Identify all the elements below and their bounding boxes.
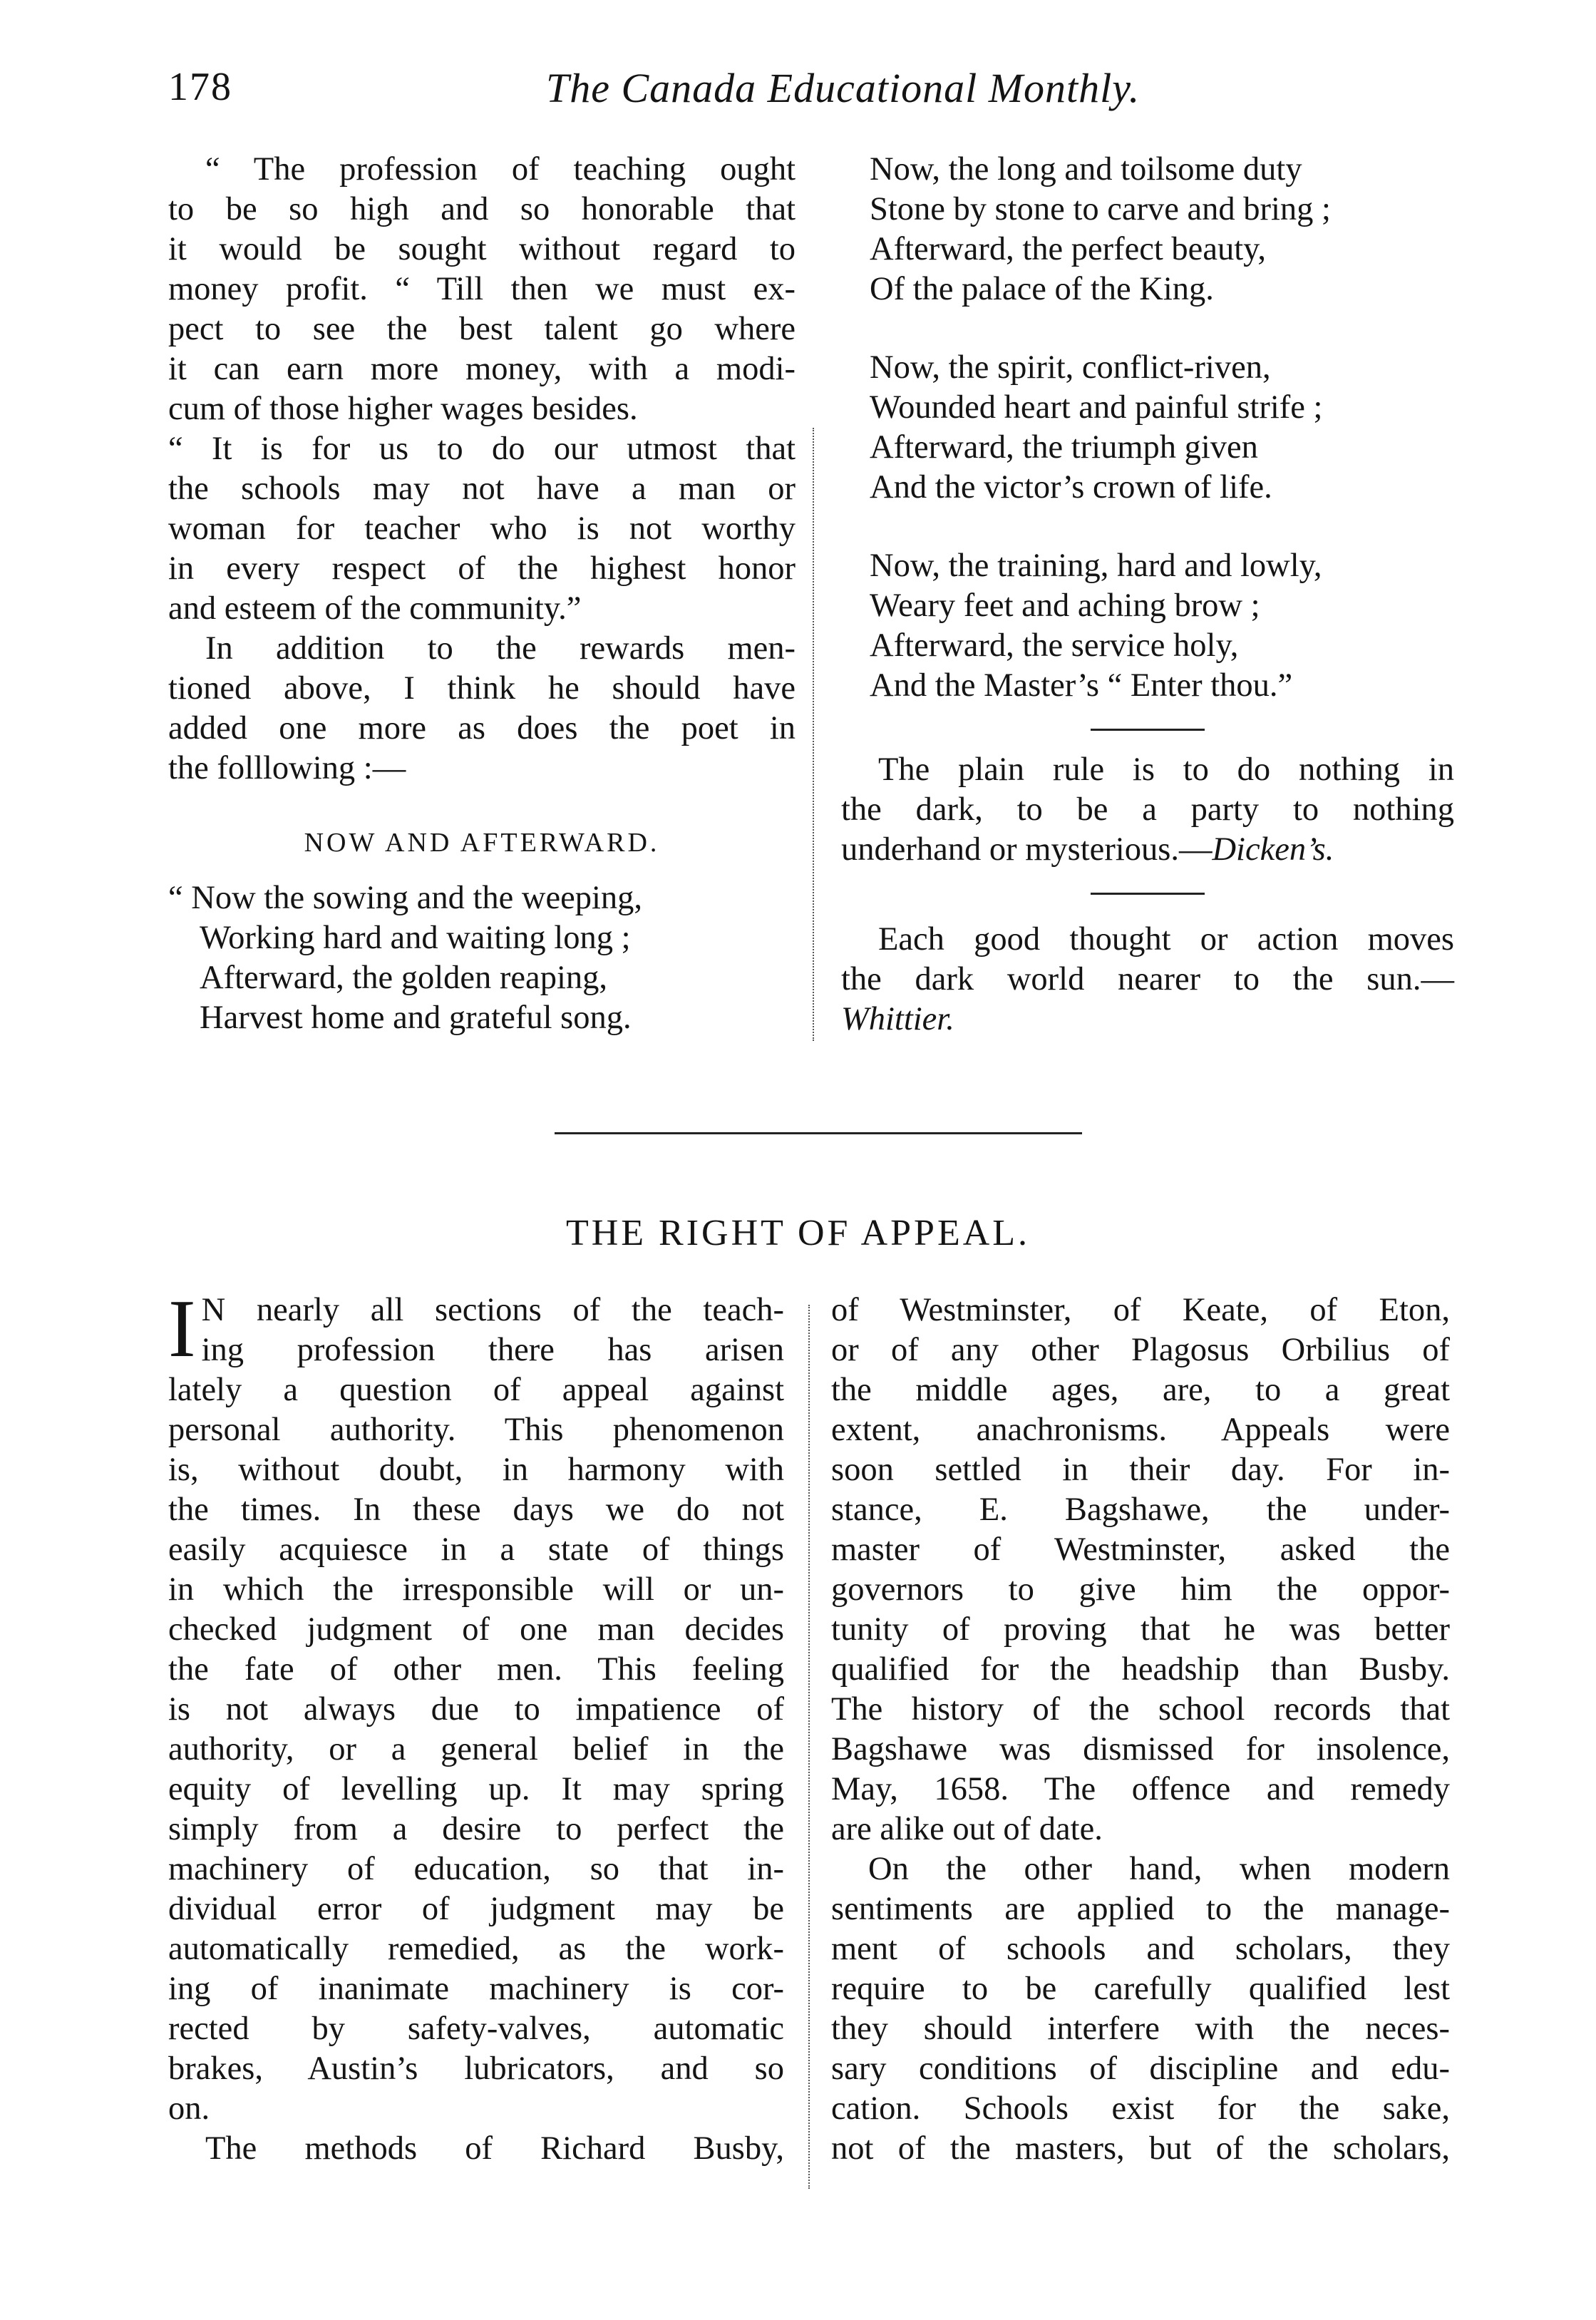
text-line: simply from a desire to perfect the [168,1811,784,1847]
text-line: the middle ages, are, to a great [831,1372,1450,1408]
running-head [168,64,1233,121]
text-line: not of the masters, but of the scholars, [831,2130,1450,2167]
text-line: the dark world nearer to the sun.— [841,961,1454,997]
text-line: they should interfere with the neces- [831,2011,1450,2047]
text-line: the schools may not have a man or [168,471,796,507]
text-line: is not always due to impatience of [168,1691,784,1728]
text-line: equity of levelling up. It may spring [168,1771,784,1807]
text-line: governors to give him the oppor- [831,1571,1450,1608]
text-line: The history of the school records that [831,1691,1450,1728]
text-line: Each good thought or action moves [878,921,1454,958]
text-line: of Westminster, of Keate, of Eton, [831,1292,1450,1328]
text-line: authority, or a general belief in the [168,1731,784,1767]
text-line: May, 1658. The offence and remedy [831,1771,1450,1807]
poem-line: Afterward, the golden reaping, [200,960,607,996]
short-rule [1091,729,1205,731]
text-line: cum of those higher wages besides. [168,391,638,427]
whittier-quote [841,920,1454,1040]
column-divider [813,428,814,1041]
text-line: dividual error of judgment may be [168,1891,784,1927]
text-line: In addition to the rewards men- [205,630,796,667]
text-line: the folllowing :— [168,750,406,786]
text-line: are alike out of date. [831,1811,1103,1847]
text-line: personal authority. This phenomenon [168,1412,784,1448]
poem-line: Stone by stone to carve and bring ; [870,191,1331,227]
text-line: money profit. “ Till then we must ex- [168,271,796,307]
article-title: THE RIGHT OF APPEAL. [565,1213,1031,1253]
text-line: to be so high and so honorable that [168,191,796,227]
article-left-column [168,1283,784,2169]
attribution: Whittier. [841,1001,954,1037]
journal-title: The Canada Educational Monthly. [546,65,1141,111]
text-line: ing profession there has arisen [201,1332,784,1368]
text-line: added one more as does the poet in [168,710,796,746]
text-line: The methods of Richard Busby, [205,2130,784,2167]
poem-stanza [870,546,1440,706]
text-line: “ It is for us to do our utmost that [168,431,796,467]
text-line: pect to see the best talent go where [168,311,796,347]
text-line: lately a question of appeal against [168,1372,784,1408]
text-line: “ The profession of teaching ought [205,151,796,188]
text-line: ment of schools and scholars, they [831,1931,1450,1967]
poem-line: Wounded heart and painful strife ; [870,389,1323,426]
upper-left-column [168,150,796,789]
text-line: qualified for the headship than Busby. [831,1651,1450,1688]
text-line: in which the irresponsible will or un- [168,1571,784,1608]
text-line: and esteem of the community.” [168,590,582,627]
short-rule [1091,893,1205,895]
poem-line: Working hard and waiting long ; [200,920,631,956]
article-right-column [831,1290,1450,2169]
text-line: easily acquiesce in a state of things [168,1531,784,1568]
drop-cap: I [168,1283,196,1375]
text-line [841,830,1454,870]
text-line: The plain rule is to do nothing in [878,751,1454,788]
section-rule [555,1132,1082,1134]
text-line: brakes, Austin’s lubricators, and so [168,2050,784,2087]
text-line: tunity of proving that he was better [831,1611,1450,1648]
poem-line: Weary feet and aching brow ; [870,587,1260,624]
text-line: checked judgment of one man decides [168,1611,784,1648]
text-line: rected by safety-valves, automatic [168,2011,784,2047]
text-line: machinery of education, so that in- [168,1851,784,1887]
text-line: Bagshawe was dismissed for insolence, [831,1731,1450,1767]
text-line: is, without doubt, in harmony with [168,1452,784,1488]
poem-line: Now, the training, hard and lowly, [870,548,1322,584]
poem-line: Afterward, the service holy, [870,627,1239,664]
text-line: the fate of other men. This feeling [168,1651,784,1688]
text-line: or of any other Plagosus Orbilius of [831,1332,1450,1368]
column-divider [808,1305,810,2189]
quote-text: underhand or mysterious.— [841,831,1213,868]
text-line: it would be sought without regard to [168,231,796,267]
poem-line: Now, the long and toilsome duty [870,151,1302,188]
page-number: 178 [168,65,232,109]
poem-line: And the Master’s “ Enter thou.” [870,667,1293,704]
text-line: extent, anachronisms. Appeals were [831,1412,1450,1448]
poem-line: Now, the spirit, conflict-riven, [870,349,1271,386]
attribution: Dicken’s. [1212,831,1334,868]
text-line: on. [168,2090,210,2127]
text-line [841,1000,1454,1040]
text-line: the dark, to be a party to nothing [841,791,1454,828]
text-line: require to be carefully qualified lest [831,1971,1450,2007]
poem-line: And the victor’s crown of life. [870,469,1272,505]
text-line: master of Westminster, asked the [831,1531,1450,1568]
poem-stanza [870,348,1440,508]
poem-title: NOW AND AFTERWARD. [304,828,660,858]
text-line: tioned above, I think he should have [168,670,796,707]
text-line: the times. In these days we do not [168,1492,784,1528]
text-line: sary conditions of discipline and edu- [831,2050,1450,2087]
poem-stanza [870,150,1440,309]
text-line: woman for teacher who is not worthy [168,510,796,547]
poem-line: “ Now the sowing and the weeping, [168,880,643,916]
text-line: ing of inanimate machinery is cor- [168,1971,784,2007]
poem-line: Of the palace of the King. [870,271,1214,307]
dickens-quote [841,750,1454,870]
poem-line: Afterward, the perfect beauty, [870,231,1266,267]
text-line: soon settled in their day. For in- [831,1452,1450,1488]
text-line: stance, E. Bagshawe, the under- [831,1492,1450,1528]
text-line: sentiments are applied to the manage- [831,1891,1450,1927]
text-line: automatically remedied, as the work- [168,1931,784,1967]
text-line: N nearly all sections of the teach- [201,1292,784,1328]
text-line: cation. Schools exist for the sake, [831,2090,1450,2127]
text-line: it can earn more money, with a modi- [168,351,796,387]
poem-line: Harvest home and grateful song. [200,1000,632,1036]
poem-line: Afterward, the triumph given [870,429,1258,466]
poem-stanza [168,878,796,1038]
text-line: On the other hand, when modern [868,1851,1450,1887]
text-line: in every respect of the highest honor [168,550,796,587]
